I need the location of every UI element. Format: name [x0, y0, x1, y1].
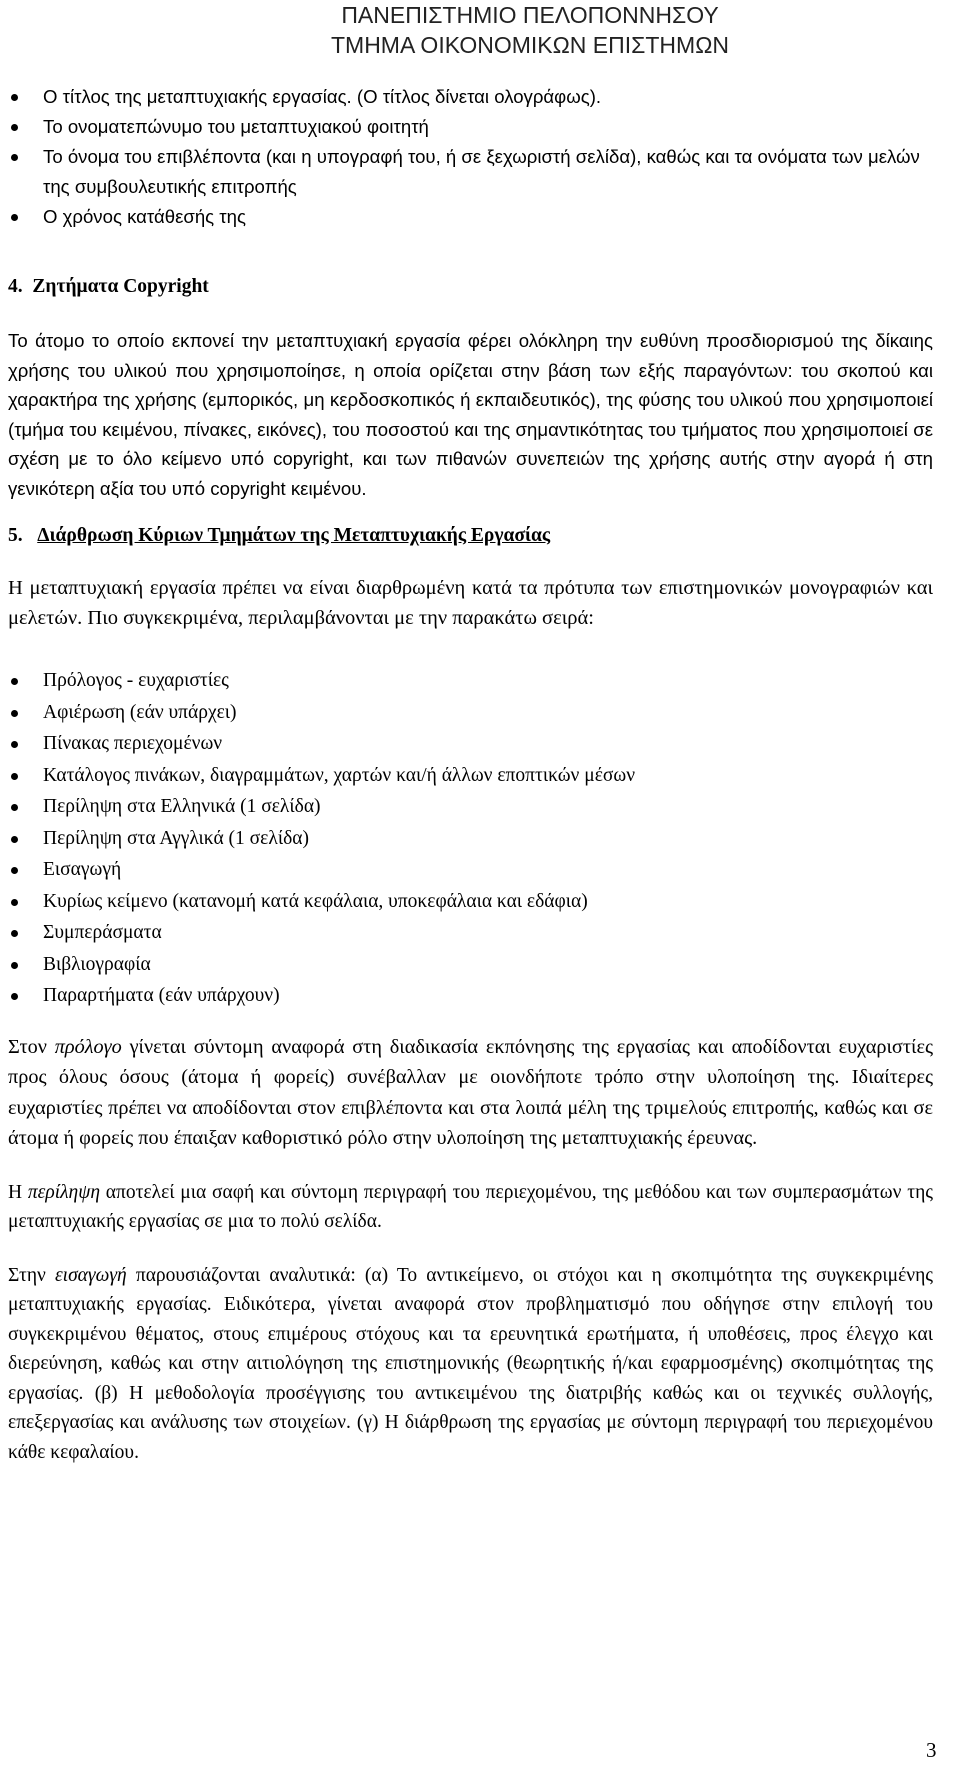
list-item: Ο χρόνος κατάθεσής της: [8, 202, 933, 232]
copyright-paragraph: Το άτομο το οποίο εκπονεί την μεταπτυχιακή εργασία φέρει ολόκληρη την ευθύνη προσδιορισμού της δίκαιης χρήσης του υλικού που χρησιμοποίησε, η οποία ορίζεται στην βάση των εξής παραγόντων: του σκοπού και χαρακτήρα της χρήσης (εμπορικός, μη κερδοσκοπικός ή εκπαιδευτικός), της φύσης του υλικού που χρησιμοποιεί (τμήμα του κειμένου, πίνακες, εικόνες), του ποσοστού και της σημαντικότητας του τμήματος που χρησιμοποιεί σε σχέση με το όλο κείμενο υπό copyright, και των πιθανών συνεπειών της χρήσης αυτής στην αγορά ή στη γενικότερη αξία του υπό copyright κειμένου.: [8, 330, 933, 499]
text-fragment: Η: [8, 1181, 28, 1203]
list-item: Το όνομα του επιβλέποντα (και η υπογραφή του, ή σε ξεχωριστή σελίδα), καθώς και τα ονόματα των μελών της συμβουλευτικής επιτροπής: [8, 142, 933, 202]
abstract-paragraph: [8, 1178, 933, 1237]
text-fragment: γίνεται σύντομη αναφορά στη διαδικασία εκπόνησης της εργασίας και αποδίδονται ευχαριστίες προς όλους όσους (άτομα ή φορείς) συνέβαλλαν με οιονδήποτε τρόπο στην υλοποίηση της. Ιδιαίτερες ευχαριστίες πρέπει να αποδίδονται στον επιβλέποντα και στα λοιπά μέλη της τριμελούς επιτροπής, καθώς και σε άτομα ή φορείς που έπαιξαν καθοριστικό ρόλο στην υλοποίηση της μεταπτυχιακής έρευνας.: [8, 1035, 933, 1149]
page-header: [0, 0, 818, 60]
section-4-heading: [8, 272, 933, 302]
list-item: Αφιέρωση (εάν υπάρχει): [8, 697, 933, 729]
list-item: Συμπεράσματα: [8, 917, 933, 949]
section-number: 5.: [8, 525, 23, 546]
introduction-paragraph: [8, 1261, 933, 1468]
introduction-term: εισαγωγή: [54, 1264, 127, 1286]
title-page-items-list: [8, 82, 933, 232]
university-name: ΠΑΝΕΠΙΣΤΗΜΙΟ ΠΕΛΟΠΟΝΝΗΣΟΥ: [341, 2, 719, 28]
prologue-term: πρόλογο: [54, 1035, 122, 1058]
text-fragment: αποτελεί μια σαφή και σύντομη περιγραφή του περιεχομένου, της μεθόδου και των συμπερασμάτων της μεταπτυχιακής εργασίας σε μια το πολύ σελίδα.: [8, 1181, 933, 1232]
list-item: Το ονοματεπώνυμο του μεταπτυχιακού φοιτητή: [8, 112, 933, 142]
structure-intro-paragraph: Η μεταπτυχιακή εργασία πρέπει να είναι διαρθρωμένη κατά τα πρότυπα των επιστημονικών μονογραφιών και μελετών. Πιο συγκεκριμένα, περιλαμβάνονται με την παρακάτω σειρά:: [8, 577, 933, 629]
thesis-parts-list: [8, 665, 933, 1012]
list-item: Κατάλογος πινάκων, διαγραμμάτων, χαρτών και/ή άλλων εποπτικών μέσων: [8, 760, 933, 792]
text-fragment: Στον: [8, 1035, 55, 1058]
section-number: 4.: [8, 276, 23, 297]
list-item: Ο τίτλος της μεταπτυχιακής εργασίας. (Ο τίτλος δίνεται ολογράφως).: [8, 82, 933, 112]
abstract-term: περίληψη: [27, 1181, 101, 1203]
list-item: Πρόλογος - ευχαριστίες: [8, 665, 933, 697]
department-name: ΤΜΗΜΑ ΟΙΚΟΝΟΜΙΚΩΝ ΕΠΙΣΤΗΜΩΝ: [330, 32, 729, 58]
list-item: Βιβλιογραφία: [8, 949, 933, 981]
document-body: [8, 82, 933, 1467]
page-number: 3: [926, 1738, 937, 1762]
text-fragment: παρουσιάζονται αναλυτικά: (α) Το αντικείμενο, οι στόχοι και η σκοπιμότητα της συγκεκριμένης μεταπτυχιακής εργασίας. Ειδικότερα, γίνεται αναφορά στον προβληματισμό που οδήγησε στην επιλογή του συγκεκριμένου θέματος, στους επιμέρους στόχους και τα ερευνητικά ερωτήματα, ή υποθέσεις, προς έλεγχο και διερεύνηση, καθώς και στην αιτιολόγηση της επιστημονικής (θεωρητικής ή/και εφαρμοσμένης) σκοπιμότητας της εργασίας. (β) Η μεθοδολογία προσέγγισης του αντικειμένου της διατριβής καθώς και οι τεχνικές συλλογής, επεξεργασίας και ανάλυσης των στοιχείων. (γ) Η διάρθρωση της εργασίας με σύντομη περιγραφή του περιεχομένου κάθε κεφαλαίου.: [8, 1264, 933, 1463]
prologue-paragraph: [8, 1032, 933, 1154]
list-item: Παραρτήματα (εάν υπάρχουν): [8, 980, 933, 1012]
section-title: Ζητήματα Copyright: [32, 276, 209, 297]
list-item: Περίληψη στα Ελληνικά (1 σελίδα): [8, 791, 933, 823]
list-item: Πίνακας περιεχομένων: [8, 728, 933, 760]
section-title: Διάρθρωση Κύριων Τμημάτων της Μεταπτυχιακής Εργασίας: [37, 525, 551, 546]
list-item: Περίληψη στα Αγγλικά (1 σελίδα): [8, 823, 933, 855]
list-item: Κυρίως κείμενο (κατανομή κατά κεφάλαια, υποκεφάλαια και εδάφια): [8, 886, 933, 918]
text-fragment: Στην: [8, 1264, 55, 1286]
list-item: Εισαγωγή: [8, 854, 933, 886]
section-5-heading: [8, 521, 933, 551]
